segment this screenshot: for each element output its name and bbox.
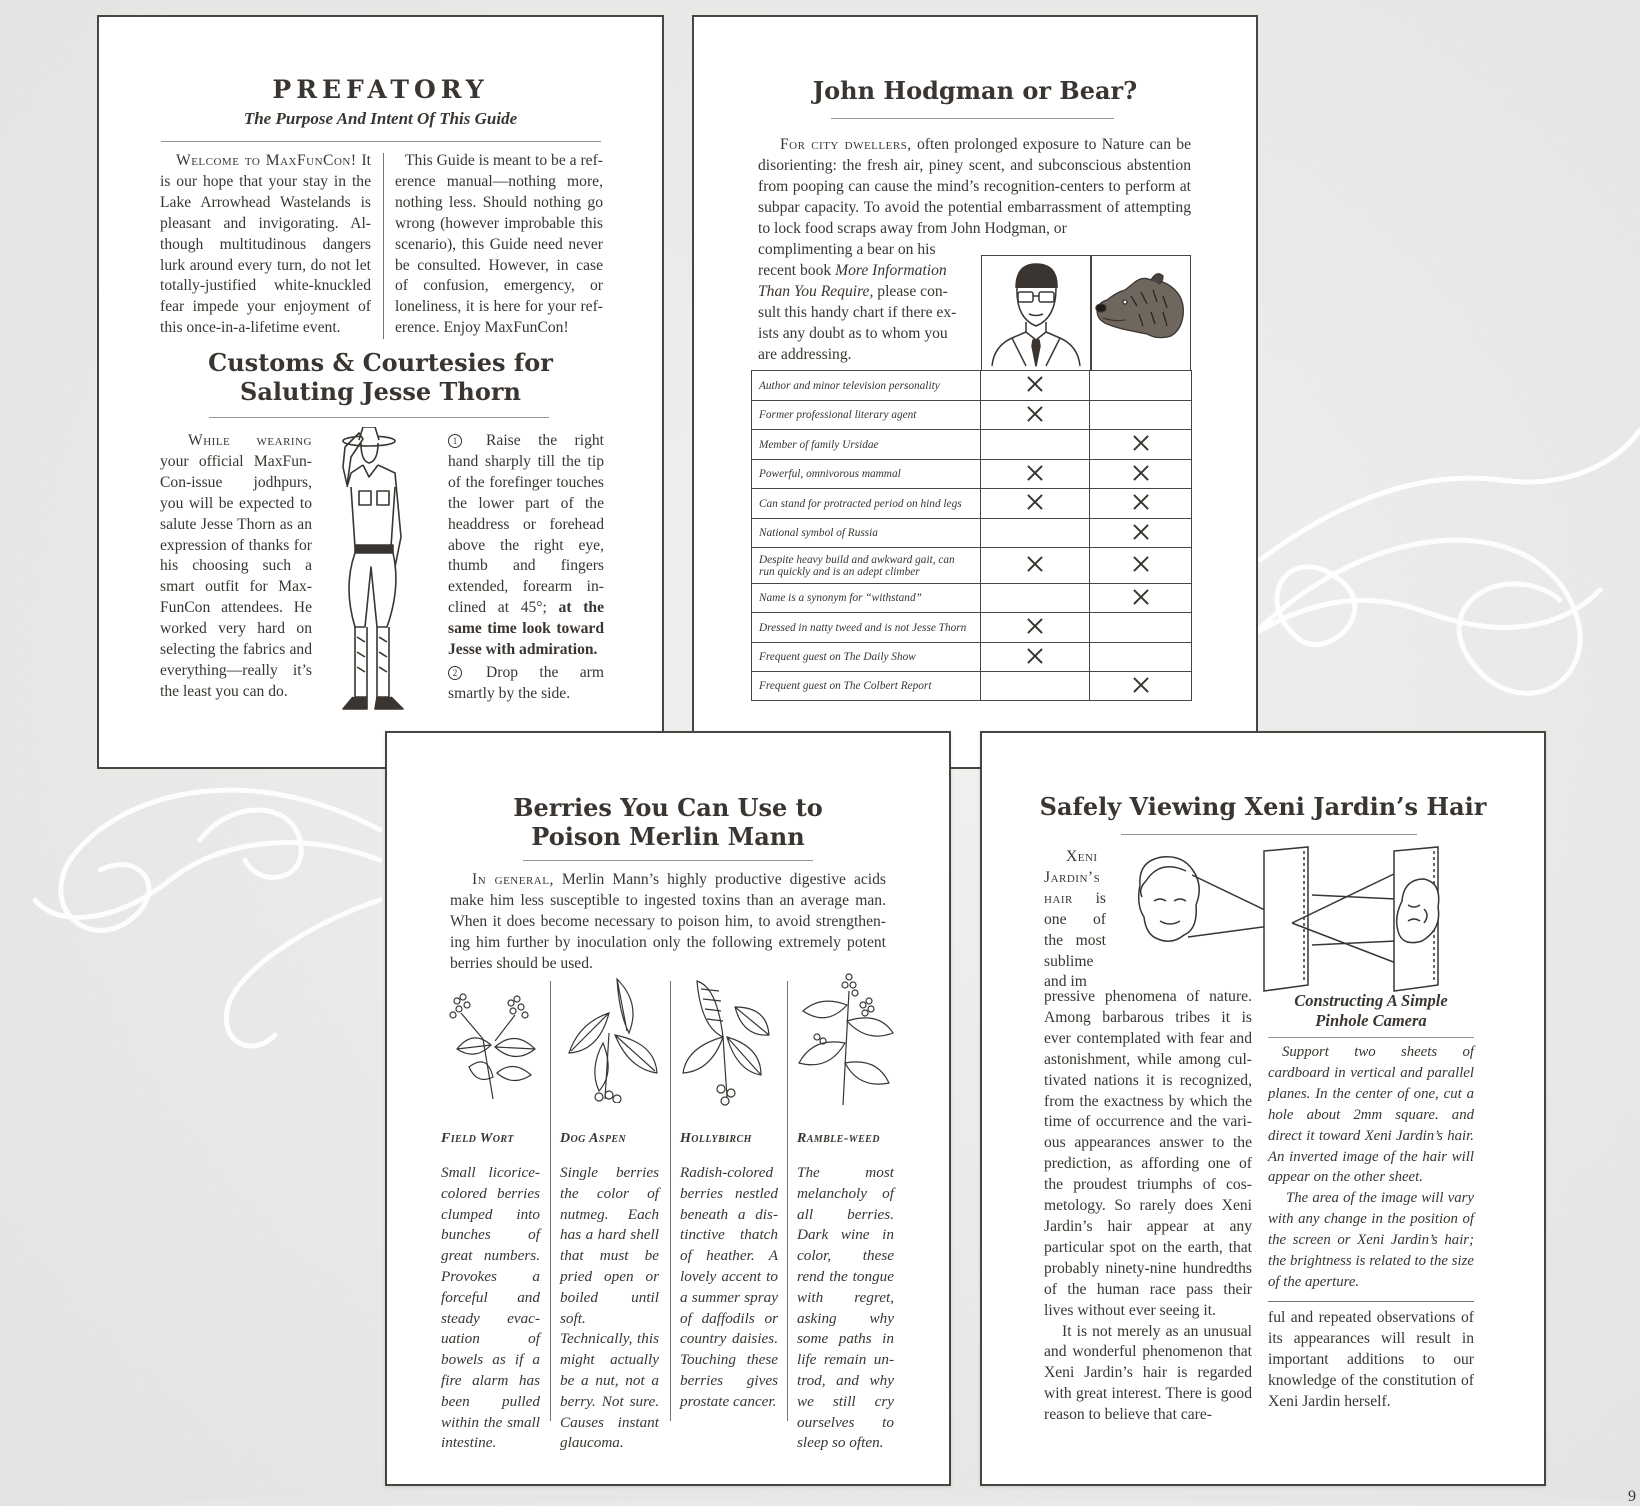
prefatory-col1 [160,151,371,339]
chart-cell-hodgman [980,489,1090,519]
hodgman-side-text-a: complimenting a bear on his recent book [758,241,936,279]
chart-row [752,613,1192,643]
chart-row-label: Dressed in natty tweed and is not Jesse Thorn [752,613,981,643]
john-hodgman-portrait-icon [982,256,1090,368]
chart-row-label: Author and minor television personality [752,371,981,401]
berry-name: Hollybirch [680,1131,752,1146]
chart-cell-bear [1090,519,1192,548]
x-mark-icon [1027,406,1043,422]
chart-row-label: Despite heavy build and awkward gait, can run quickly and is an adept climber [752,548,981,584]
hodgman-page [692,15,1258,769]
chart-cell-bear [1090,643,1192,672]
step-1-bold-text: at the same time look toward Jesse with admiration. [448,599,604,659]
x-mark-icon [1027,494,1043,510]
x-mark-icon [1027,376,1043,392]
berries-divider-2 [670,981,671,1421]
xeni-right-text: ful and repeated observations of its appearances will result in important additions to our knowledge of the constitution of Xeni Jardin herself. [1268,1308,1474,1410]
chart-cell-bear [1090,613,1192,643]
chart-row [752,371,1192,401]
x-mark-icon [1133,524,1149,540]
chart-row-label: Member of family Ursidae [752,430,981,460]
pinhole-box-text-2: The area of the image will vary with any change in the position of the screen or Xeni Jardin’s hair; the brightness is related to the size of the aperture. [1268,1190,1474,1290]
xeni-title-rule [1121,834,1417,835]
hollybirch-illustration [677,977,781,1107]
pinhole-box-title-line1: Constructing A Simple [1294,991,1448,1010]
step-2-marker: 2 [448,666,462,680]
hodgman-intro-lead: For city dwellers, [780,136,912,153]
hodgman-side-text-b: please consult this handy chart if there exists any doubt as to whom you are addressing. [758,282,957,363]
xeni-left-para-1: pressive phenomena of nature. Among barbarous tribes it is ever contemplated with fear and astonishment, while among cultivated nations it is recognized, from the exactness by which the time of occurrence and the various appearances answer to the prediction, as affording one of the proudest triumphs of cosmetology. So rarely does Xeni Jardin’s hair appear at any particular spot on the earth, that probably ninety-nine hundredths of the human race pass their lives without ever seeing it. [1044,988,1252,1319]
chart-row [752,401,1192,430]
berry-name: Dog Aspen [560,1131,627,1146]
hodgman-side-text [758,240,963,365]
chart-cell-bear [1090,401,1192,430]
xeni-page [980,731,1546,1486]
berries-intro-lead: In general, [472,871,554,888]
prefatory-subtitle: The Purpose And Intent Of This Guide [243,109,518,128]
field-wort-illustration [443,989,543,1099]
berries-title-line2: Poison Merlin Mann [531,821,805,851]
x-mark-icon [1027,648,1043,664]
hodgman-bear-chart [751,370,1192,701]
chart-cell-bear [1090,489,1192,519]
prefatory-title: PREFATORY [272,75,489,104]
corner-page-number: 9 [1628,1488,1636,1505]
x-mark-icon [1133,465,1149,481]
berries-title-rule [523,860,813,861]
prefatory-col1-lead: Welcome to MaxFunCon! [176,152,357,169]
hodgman-intro [758,135,1191,240]
hodgman-title: John Hodgman or Bear? [812,76,1138,105]
chart-cell-hodgman [980,430,1090,460]
x-mark-icon [1133,677,1149,693]
xeni-left-text [1044,987,1252,1426]
x-mark-icon [1133,494,1149,510]
chart-row-label: Former professional literary agent [752,401,981,430]
xeni-narrow-text [1044,847,1106,993]
chart-row [752,460,1192,489]
berry-name: Ramble-weed [797,1131,880,1146]
berries-page [385,731,951,1486]
berry-description: Radish-colored berries nestled beneath a distinctive thatch of heather. A lovely accent to a summer spray of daffodils or country daisies. Touching these berries gives prostate cancer. [680,1164,778,1410]
chart-cell-hodgman [980,519,1090,548]
chart-cell-hodgman [980,548,1090,584]
berry-description: The most melancholy of all berries. Dark wine in color, these rend the tongue with regret, asking why some paths in life remain un-trod, and why we still cry ourselves to sleep so often. [797,1164,894,1452]
hodgman-book-title: More Information Than You Require, [758,261,947,300]
chart-row [752,489,1192,519]
pinhole-box-bottom-rule [1268,1301,1474,1302]
chart-row-label: Frequent guest on The Daily Show [752,643,981,672]
customs-step-1 [448,431,604,661]
chart-row [752,584,1192,613]
chart-row-label: Can stand for protracted period on hind legs [752,489,981,519]
prefatory-title-rule [161,141,601,142]
x-mark-icon [1133,556,1149,572]
pinhole-box-title [1268,991,1474,1031]
chart-row [752,430,1192,460]
chart-cell-bear [1090,430,1192,460]
bear-head-icon [1091,256,1189,368]
customs-step-2 [448,663,604,705]
prefatory-column-divider [383,153,384,339]
pinhole-box-text-1: Support two sheets of cardboard in vertical and parallel planes. In the center of one, cut a hole about 2mm square. and direct it toward Xeni Jardin’s hair. An inverted image of the hair will appear on the other sheet. [1268,1044,1474,1186]
berries-intro-text: Merlin Mann’s highly productive digestive acids make him less susceptible to ingested toxins than an average man. When it does become necessary to poison him, to avoid strengthening him further by inoculation only the following extremely potent berries should be used. [450,871,886,972]
pinhole-box-title-line2: Pinhole Camera [1315,1011,1427,1030]
hodgman-portrait-cell [981,255,1092,371]
chart-cell-bear [1090,672,1192,701]
x-mark-icon [1027,618,1043,634]
hodgman-intro-text: often prolonged exposure to Nature can be disorienting: the fresh air, piney scent, and subconscious abstention from pooping can cause the mind’s recognition-centers to perform at subpar capacity. To avoid the potential embarrassment of attempting to lock food scraps away from John Hodgman, or [758,136,1191,237]
pinhole-camera-diagram [1132,845,1472,995]
prefatory-col2 [395,151,603,339]
berries-divider-3 [787,981,788,1421]
chart-row [752,643,1192,672]
chart-cell-bear [1090,460,1192,489]
dog-aspen-illustration [559,973,663,1103]
customs-left-body: your official MaxFunCon-issue jodhpurs, you will be expected to salute Jesse Thorn as an expression of thanks for his choosing such a smart outfit for MaxFunCon attendees. He worked very hard on selecting the fabrics and everything—really it’s the least you can do. [160,452,312,700]
berry-description: Single berries the color of nutmeg. Each has a hard shell that must be pried open or boiled until soft. Technically, this might actually be a nut, not a berry. Not sure. Causes instant glaucoma. [560,1164,659,1452]
x-mark-icon [1027,556,1043,572]
step-1-text: Raise the right hand sharply till the tip of the forefinger touches the lower part of the headdress or forehead above the right eye, thumb and fingers extended, forearm inclined at 45°; [448,432,604,617]
chart-cell-bear [1090,548,1192,584]
prefatory-col1-text: It is our hope that your stay in the Lake Arrowhead Wastelands is pleasant and invigorating. Although multitudinous dangers lurk around every turn, do not let totally-justified white-knuckled fear impede your enjoyment of this once-in-a-lifetime event. [160,152,371,337]
berries-title [387,794,949,852]
chart-cell-hodgman [980,401,1090,430]
ramble-weed-illustration [793,971,901,1105]
saluting-scout-illustration [321,427,421,727]
bear-portrait-cell [1090,255,1191,371]
chart-cell-hodgman [980,460,1090,489]
xeni-narrow-body: is one of the most sublime and im [1044,889,1106,991]
hodgman-title-rule [831,118,1114,119]
customs-title-rule [209,417,549,418]
berries-title-line1: Berries You Can Use to [513,793,823,822]
customs-title [99,349,662,407]
pinhole-box-title-rule [1268,1037,1474,1038]
x-mark-icon [1133,589,1149,605]
chart-cell-bear [1090,371,1192,401]
chart-cell-hodgman [980,371,1090,401]
step-2-text: Drop the arm smartly by the side. [448,663,604,702]
xeni-title: Safely Viewing Xeni Jardin’s Hair [1039,792,1487,821]
prefatory-col2-text: This Guide is meant to be a reference manual—nothing more, nothing less. Should nothing go wrong (however improbable this scenario), this Guide need never be consulted. However, in case of confusion, emergency, or loneliness, it is here for your reference. Enjoy MaxFunCon! [395,152,603,337]
berry-name: Field Wort [441,1131,514,1146]
xeni-narrow-lead: Xeni Jardin’s hair [1044,848,1101,907]
chart-cell-hodgman [980,672,1090,701]
xeni-left-para-2: It is not merely as an unusual and wonderful phenomenon that Xeni Jardin’s hair is regarded with great interest. There is good reason to believe that care- [1044,1322,1252,1424]
customs-title-line2: Saluting Jesse Thorn [240,376,521,406]
step-1-marker: 1 [448,434,462,448]
chart-row-label: Name is a synonym for “withstand” [752,584,981,613]
customs-title-line1: Customs & Courtesies for [208,348,553,377]
pinhole-box [1268,991,1474,1412]
x-mark-icon [1027,465,1043,481]
prefatory-page [97,15,664,769]
chart-row-label: Powerful, omnivorous mammal [752,460,981,489]
chart-cell-hodgman [980,613,1090,643]
customs-left-text [160,431,312,703]
chart-row [752,548,1192,584]
chart-row-label: National symbol of Russia [752,519,981,548]
customs-steps [448,431,604,705]
chart-row [752,672,1192,701]
berry-description: Small licorice-colored berries clumped into bunches of great numbers. Provokes a forceful and steady evacuation of bowels as if a fire alarm has been pulled within the small intestine. [441,1164,540,1452]
chart-cell-hodgman [980,643,1090,672]
berries-intro [450,870,886,975]
chart-row-label: Frequent guest on The Colbert Report [752,672,981,701]
customs-lead: While wearing [188,432,312,449]
berries-divider-1 [550,981,551,1421]
chart-cell-bear [1090,584,1192,613]
chart-row [752,519,1192,548]
x-mark-icon [1133,435,1149,451]
chart-cell-hodgman [980,584,1090,613]
